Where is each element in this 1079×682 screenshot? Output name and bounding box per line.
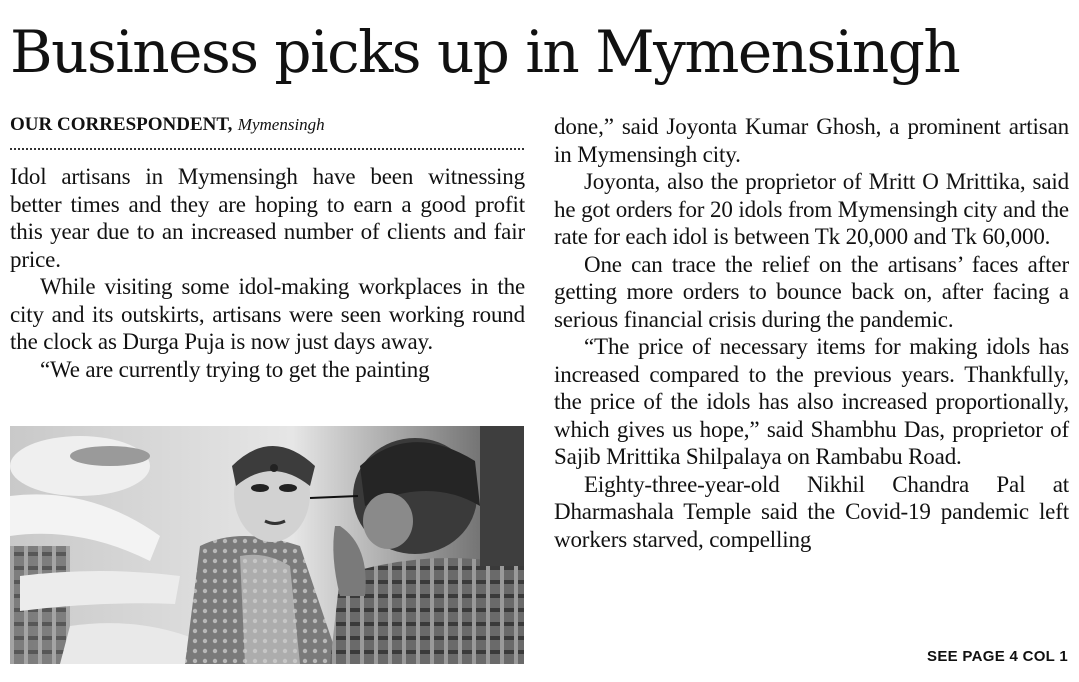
byline (10, 113, 524, 137)
paragraph: Joyonta, also the proprietor of Mritt O Mrittika, said he got orders for 20 idols from Mymensingh city and the rate for each idol is between Tk 20,000 and Tk 60,000. (554, 169, 1069, 249)
paragraph: done,” said Joyonta Kumar Ghosh, a prominent artisan in Mymensingh city. (554, 114, 1069, 167)
paragraph: One can trace the relief on the artisans’ faces after getting more orders to bounce back on, after facing a serious financial crisis during the pandemic. (554, 251, 1069, 332)
article-column-1 (10, 163, 525, 383)
headline: Business picks up in Mymensingh (10, 18, 960, 86)
paragraph: Idol artisans in Mymensingh have been witnessing better times and they are hoping to earn a good profit this year due to an increased number of clients and fair price. (10, 164, 525, 272)
article-column-2 (554, 113, 1069, 553)
byline-author: OUR CORRESPONDENT, (10, 114, 233, 135)
paragraph: “The price of necessary items for making idols has increased compared to the previous years. Thankfully, the price of the idols has also increased proportionally, which gives us hope,” said Shambhu Das, proprietor of Sajib Mrittika Shilpalaya on Rambabu Road. (554, 334, 1069, 469)
byline-divider (10, 148, 524, 150)
article-photo (10, 426, 524, 664)
jump-line: SEE PAGE 4 COL 1 (927, 648, 1068, 665)
byline-location: Mymensingh (237, 115, 325, 134)
paragraph: Eighty-three-year-old Nikhil Chandra Pal at Dharmashala Temple said the Covid-19 pandemic left workers starved, compelling (554, 471, 1069, 552)
paragraph: While visiting some idol-making workplaces in the city and its outskirts, artisans were seen working round the clock as Durga Puja is now just days away. (10, 274, 525, 354)
paragraph: “We are currently trying to get the painting (40, 356, 430, 382)
